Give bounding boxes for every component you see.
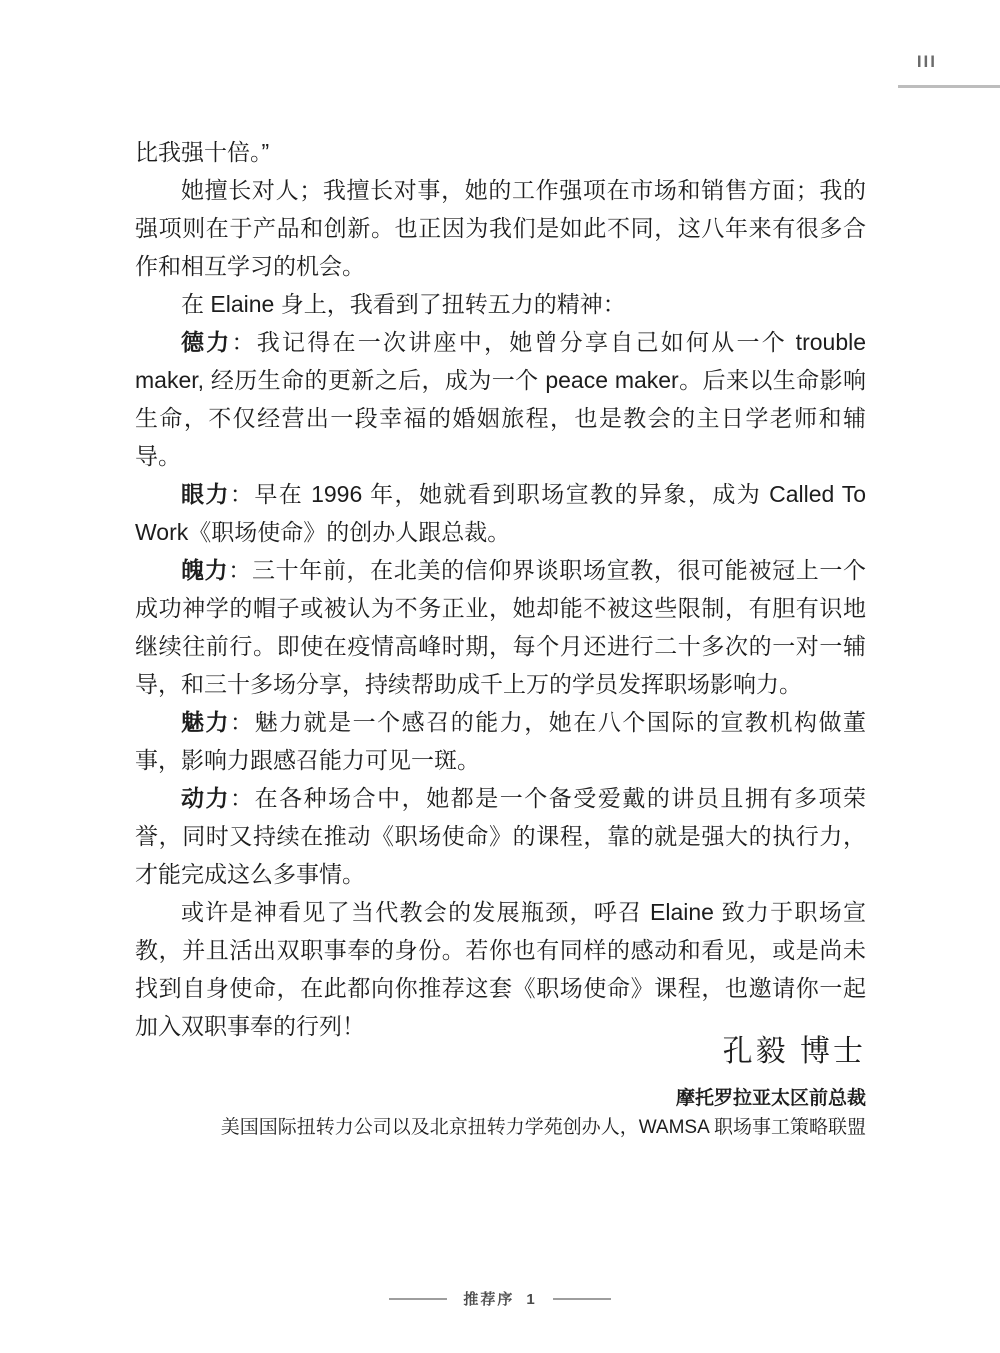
footer-text <box>463 1288 536 1309</box>
paragraph <box>135 171 866 285</box>
paragraph <box>135 475 866 551</box>
paragraph-text: 或许是神看见了当代教会的发展瓶颈，呼召 Elaine 致力于职场宣教，并且活出双职事奉的身份。若你也有同样的感动和看见，或是尚未找到自身使命，在此都向你推荐这套《职场使命》课程，也邀请你一起加入双职事奉的行列！ <box>135 899 866 1039</box>
footer-rule-right <box>553 1298 611 1300</box>
footer-section-label: 推荐序 <box>463 1291 515 1308</box>
paragraph <box>135 703 866 779</box>
paragraph-text: 比我强十倍。” <box>135 139 270 165</box>
paragraph-label: 德力 <box>181 329 232 355</box>
paragraph <box>135 285 866 323</box>
paragraph-text: ：我记得在一次讲座中，她曾分享自己如何从一个 trouble maker, 经历生命的更新之后，成为一个 peace maker。后来以生命影响生命，不仅经营出一段幸福的婚姻旅程，也是教会的主日学老师和辅导。 <box>135 329 867 469</box>
footer-page-number: 1 <box>526 1291 537 1308</box>
paragraph <box>135 133 866 171</box>
signature-name: 孔毅 博士 <box>722 1035 866 1068</box>
paragraph-label: 眼力 <box>181 481 230 507</box>
paragraph-text: ：三十年前，在北美的信仰界谈职场宣教，很可能被冠上一个成功神学的帽子或被认为不务正业，她却能不被这些限制，有胆有识地继续往前行。即使在疫情高峰时期，每个月还进行二十多次的一对一辅导，和三十多场分享，持续帮助成千上万的学员发挥职场影响力。 <box>135 557 867 697</box>
paragraph-text: 她擅长对人；我擅长对事，她的工作强项在市场和销售方面；我的强项则在于产品和创新。也正因为我们是如此不同，这八年来有很多合作和相互学习的机会。 <box>135 177 866 279</box>
paragraph-text: ：在各种场合中，她都是一个备受爱戴的讲员且拥有多项荣誉，同时又持续在推动《职场使命》的课程，靠的就是强大的执行力，才能完成这么多事情。 <box>135 785 867 887</box>
paragraph-text: 在 Elaine 身上，我看到了扭转五力的精神： <box>181 291 626 317</box>
body-text <box>135 133 866 1045</box>
paragraph <box>135 779 866 893</box>
signature-title-2: 美国国际扭转力公司以及北京扭转力学苑创办人，WAMSA 职场事工策略联盟 <box>220 1117 866 1138</box>
paragraph <box>135 323 866 475</box>
folio-page-number: III <box>916 52 937 71</box>
paragraph-text: ：魅力就是一个感召的能力，她在八个国际的宣教机构做董事，影响力跟感召能力可见一斑。 <box>135 709 867 773</box>
signature-block <box>135 1030 866 1142</box>
paragraph <box>135 893 866 1045</box>
paragraph-label: 魅力 <box>181 709 231 735</box>
paragraph-label: 动力 <box>181 785 231 811</box>
folio-rule <box>898 85 1000 88</box>
signature-title-1: 摩托罗拉亚太区前总裁 <box>675 1088 866 1109</box>
paragraph <box>135 551 866 703</box>
page-footer <box>0 1288 1000 1309</box>
paragraph-label: 魄力 <box>181 557 229 583</box>
footer-rule-left <box>389 1298 447 1300</box>
paragraph-text: ：早在 1996 年，她就看到职场宣教的异象，成为 Called To Work《职场使命》的创办人跟总裁。 <box>135 481 867 545</box>
